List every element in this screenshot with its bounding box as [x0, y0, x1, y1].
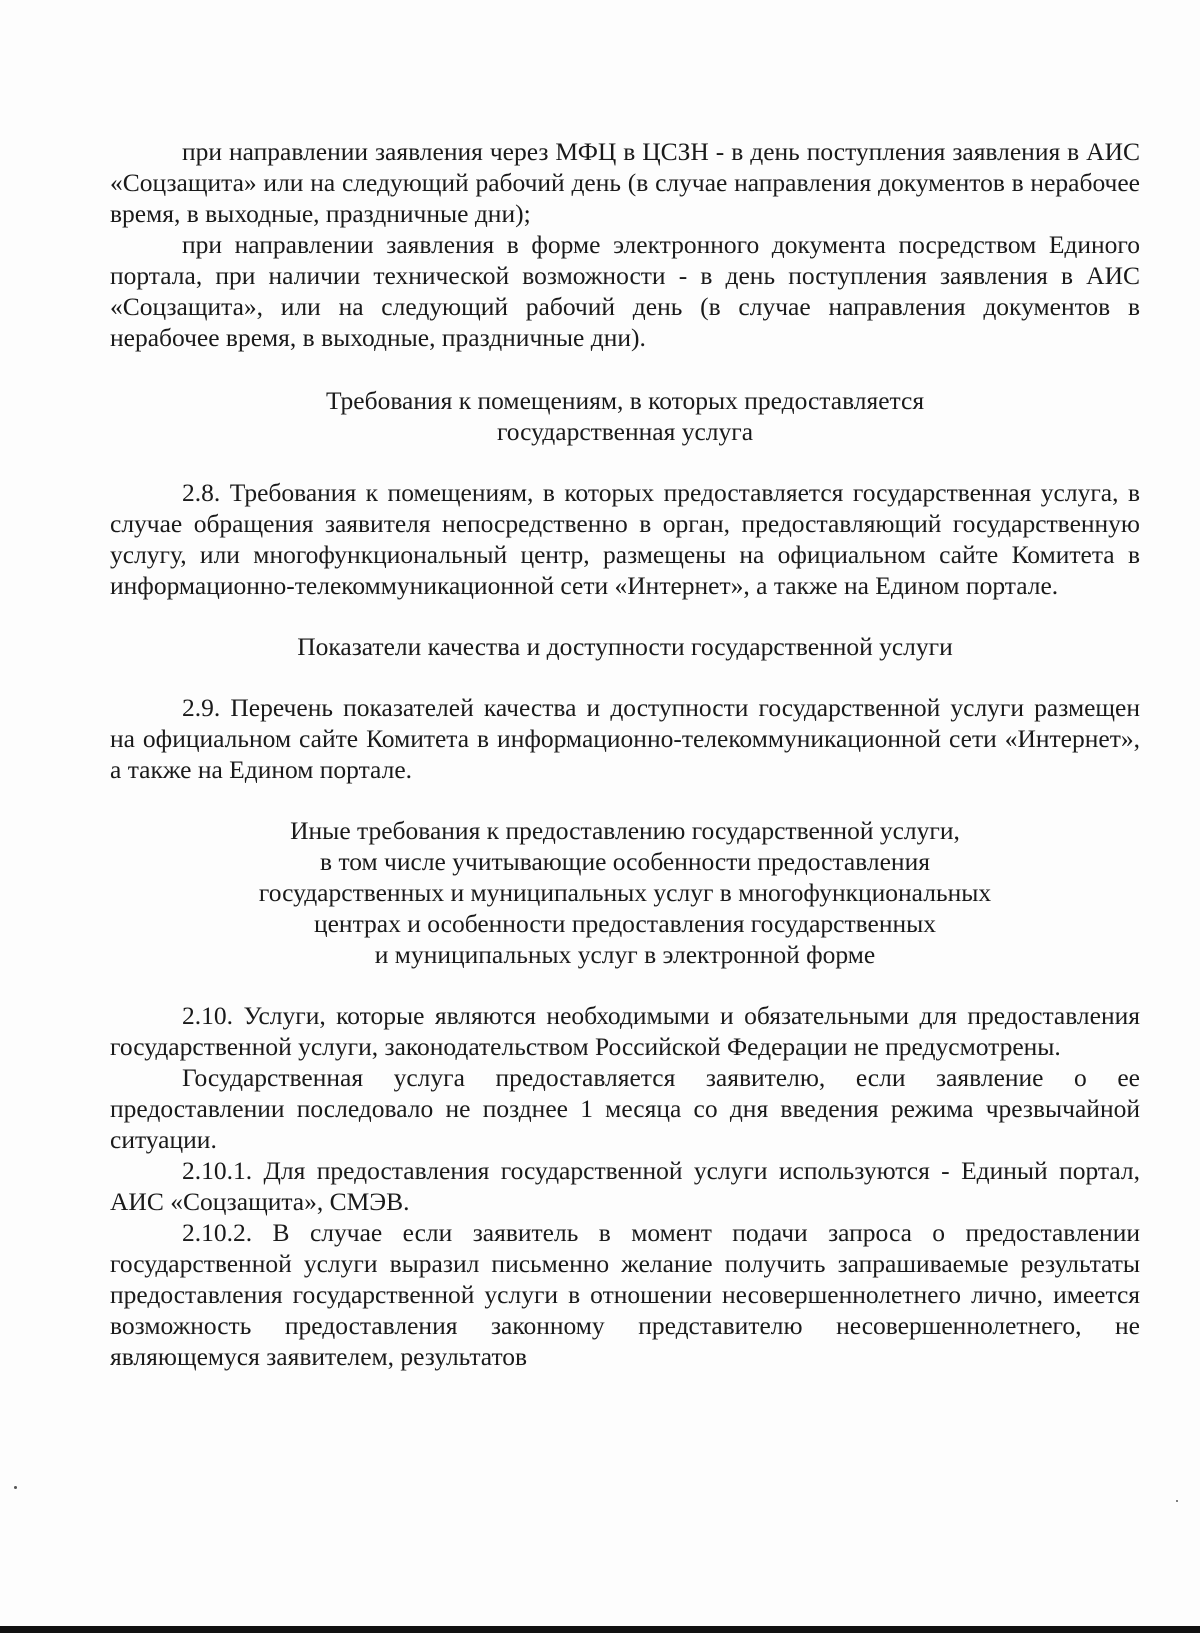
paragraph-2-10-1: 2.10.1. Для предоставления государственной услуги используются - Единый портал, АИС «Соцзащита», СМЭВ.	[110, 1156, 1140, 1216]
paragraph-2-10-2: 2.10.2. В случае если заявитель в момент подачи запроса о предоставлении государственной услуги выразил письменно желание получить запрашиваемые результаты предоставления государственной услуги в отношении несовершеннолетнего лично, имеется возможность предоставления законному представителю несовершеннолетнего, не являющемуся заявителем, результатов	[110, 1218, 1140, 1371]
document-body	[110, 136, 1140, 1372]
heading-line: государственная услуга	[496, 417, 754, 446]
heading-line: государственных и муниципальных услуг в многофункциональных	[258, 878, 992, 907]
paragraph-2-10: 2.10. Услуги, которые являются необходимыми и обязательными для предоставления государственной услуги, законодательством Российской Федерации не предусмотрены.	[110, 1001, 1140, 1061]
heading-line: Иные требования к предоставлению государственной услуги,	[290, 816, 960, 845]
paragraph-emergency-deadline: Государственная услуга предоставляется заявителю, если заявление о ее предоставлении последовало не позднее 1 месяца со дня введения режима чрезвычайной ситуации.	[110, 1063, 1140, 1154]
heading-line: в том числе учитывающие особенности предоставления	[320, 847, 930, 876]
section-heading-premises	[110, 385, 1140, 447]
paragraph-electronic-submission: при направлении заявления в форме электронного документа посредством Единого портала, при наличии технической возможности - в день поступления заявления в АИС «Соцзащита», или на следующий рабочий день (в случае направления документов в нерабочее время, в выходные, праздничные дни).	[110, 230, 1140, 352]
scan-edge-bar	[0, 1626, 1200, 1633]
heading-line: Требования к помещениям, в которых предоставляется	[325, 386, 925, 415]
heading-line: центрах и особенности предоставления государственных	[313, 909, 937, 938]
paragraph-mfc-submission: при направлении заявления через МФЦ в ЦСЗН - в день поступления заявления в АИС «Соцзащита» или на следующий рабочий день (в случае направления документов в нерабочее время, в выходные, праздничные дни);	[110, 137, 1140, 228]
scan-speck	[1176, 1500, 1178, 1502]
section-heading-other-requirements	[110, 815, 1140, 970]
heading-line: Показатели качества и доступности государственной услуги	[297, 632, 953, 661]
paragraph-2-8: 2.8. Требования к помещениям, в которых предоставляется государственная услуга, в случае обращения заявителя непосредственно в орган, предоставляющий государственную услугу, или многофункциональный центр, размещены на официальном сайте Комитета в информационно-телекоммуникационной сети «Интернет», а также на Едином портале.	[110, 478, 1140, 600]
section-heading-quality	[110, 631, 1140, 662]
heading-line: и муниципальных услуг в электронной форме	[374, 940, 876, 969]
paragraph-2-9: 2.9. Перечень показателей качества и доступности государственной услуги размещен на официальном сайте Комитета в информационно-телекоммуникационной сети «Интернет», а также на Едином портале.	[110, 693, 1140, 784]
scan-speck	[14, 1486, 17, 1489]
